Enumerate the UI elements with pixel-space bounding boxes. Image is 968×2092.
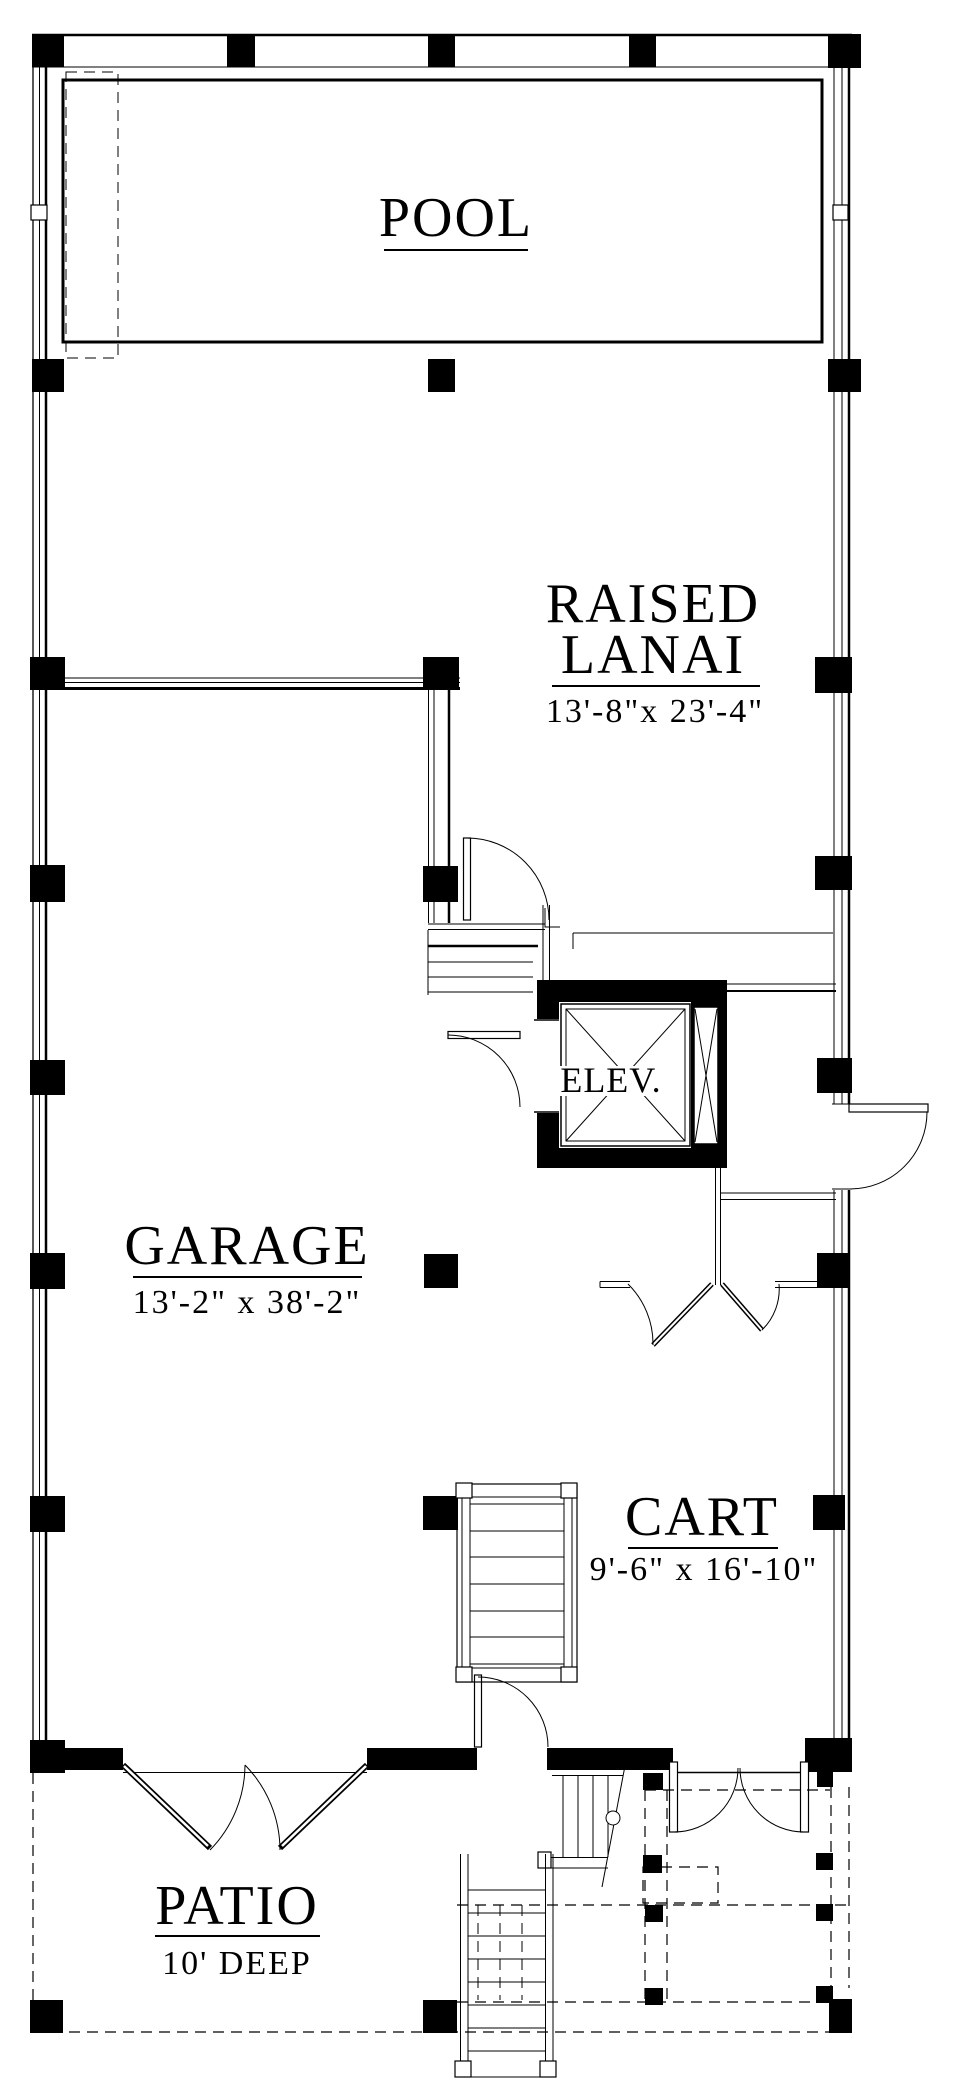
column	[813, 1495, 845, 1530]
newel-post	[561, 1667, 577, 1682]
door-lobby-garage	[448, 1032, 520, 1108]
porch-post	[816, 1853, 833, 1870]
porch-post	[816, 1904, 833, 1921]
elevator-label: ELEV.	[560, 1060, 662, 1100]
elevator	[534, 980, 727, 1168]
cart-label: CART	[625, 1486, 779, 1548]
door-leaf	[448, 1032, 520, 1039]
column	[423, 657, 459, 690]
column	[423, 1496, 458, 1530]
door-jamb	[670, 1762, 678, 1832]
porch-corner-column	[829, 1999, 852, 2033]
column	[629, 34, 656, 67]
column	[30, 865, 65, 902]
lanai-label-line2: LANAI	[560, 624, 746, 686]
column	[815, 657, 852, 693]
pool-label: POOL	[378, 187, 534, 249]
door-swing-arc	[850, 1112, 927, 1189]
door-leaf	[849, 1104, 928, 1112]
porch-post	[643, 1773, 663, 1790]
door-swing-arc	[448, 1035, 520, 1107]
garage-dimensions: 13'-2" x 38'-2"	[132, 1284, 362, 1321]
wall-post	[31, 205, 47, 220]
door-swing-arc	[478, 1677, 548, 1747]
french-doors-patio	[123, 1765, 367, 1850]
door-leaf	[475, 1675, 482, 1747]
front-wall-segment	[63, 1748, 123, 1770]
cart-area	[590, 1486, 819, 1588]
column	[423, 2000, 457, 2033]
cart-dimensions: 9'-6" x 16'-10"	[589, 1551, 819, 1588]
stair-entry-lower-flight	[455, 1854, 556, 2077]
wall-post	[833, 205, 848, 220]
door-swing-arc	[740, 1768, 804, 1832]
column	[428, 34, 455, 67]
door-swing-arc	[210, 1765, 245, 1850]
column	[32, 34, 64, 67]
double-door-lobby	[628, 1284, 779, 1345]
lanai-dimensions: 13'-8"x 23'-4"	[545, 693, 765, 730]
stair-direction-marker	[606, 1811, 620, 1825]
door-swing-arc	[245, 1765, 280, 1850]
column	[428, 359, 455, 392]
column	[30, 1740, 65, 1773]
columns	[30, 34, 861, 2033]
door-side-exit	[832, 1104, 928, 1190]
door-opening	[832, 1104, 852, 1190]
door-swing-arc	[467, 838, 549, 920]
pool-area	[63, 72, 822, 358]
door-strike-jamb	[545, 908, 560, 927]
door-swing-arc	[762, 1284, 779, 1330]
newel-post	[456, 1667, 472, 1682]
column	[30, 2000, 63, 2033]
doors	[123, 838, 928, 1850]
pool-cover-dashed	[66, 72, 118, 358]
patio-area	[33, 1773, 852, 2032]
newel-post	[561, 1483, 577, 1498]
newel-post	[540, 2061, 556, 2077]
entry-porch	[457, 1773, 852, 2033]
elevator-opening	[534, 1019, 559, 1113]
garage-area	[124, 1215, 369, 1321]
stair-entry-upper-flight	[538, 1750, 628, 1887]
porch-post	[645, 1905, 663, 1922]
column	[828, 34, 861, 68]
newel-post	[455, 2061, 471, 2077]
porch-post	[643, 1855, 662, 1873]
column	[30, 657, 65, 690]
patio-dimensions: 10' DEEP	[162, 1945, 312, 1982]
door-swing-arc	[674, 1768, 738, 1832]
column	[805, 1738, 852, 1772]
front-wall-segment	[547, 1748, 673, 1770]
column	[828, 359, 861, 392]
garage-label: GARAGE	[124, 1215, 370, 1277]
column	[424, 1254, 458, 1288]
column	[32, 359, 64, 392]
door-lanai-stairhall	[464, 838, 561, 927]
front-wall-segment	[367, 1748, 477, 1770]
stair-main	[456, 1483, 577, 1682]
column	[30, 1496, 65, 1532]
door-leaf	[464, 838, 471, 920]
column	[817, 1772, 833, 1787]
newel-post	[538, 1852, 551, 1868]
door-jamb	[801, 1762, 809, 1832]
column	[30, 1060, 65, 1095]
door-swing-arc	[628, 1284, 653, 1345]
raised-lanai-area	[546, 573, 764, 730]
porch-post	[645, 1988, 663, 2005]
column	[817, 1253, 850, 1288]
door-stairhall-patio	[475, 1675, 549, 1747]
column	[817, 1058, 852, 1093]
column	[815, 856, 852, 890]
stair-garage-landing	[428, 930, 538, 995]
column	[30, 1253, 65, 1289]
column	[227, 34, 255, 67]
newel-post	[456, 1483, 472, 1498]
column	[423, 866, 458, 902]
patio-label: PATIO	[155, 1875, 319, 1937]
lanai-label-line1: RAISED	[545, 573, 761, 635]
